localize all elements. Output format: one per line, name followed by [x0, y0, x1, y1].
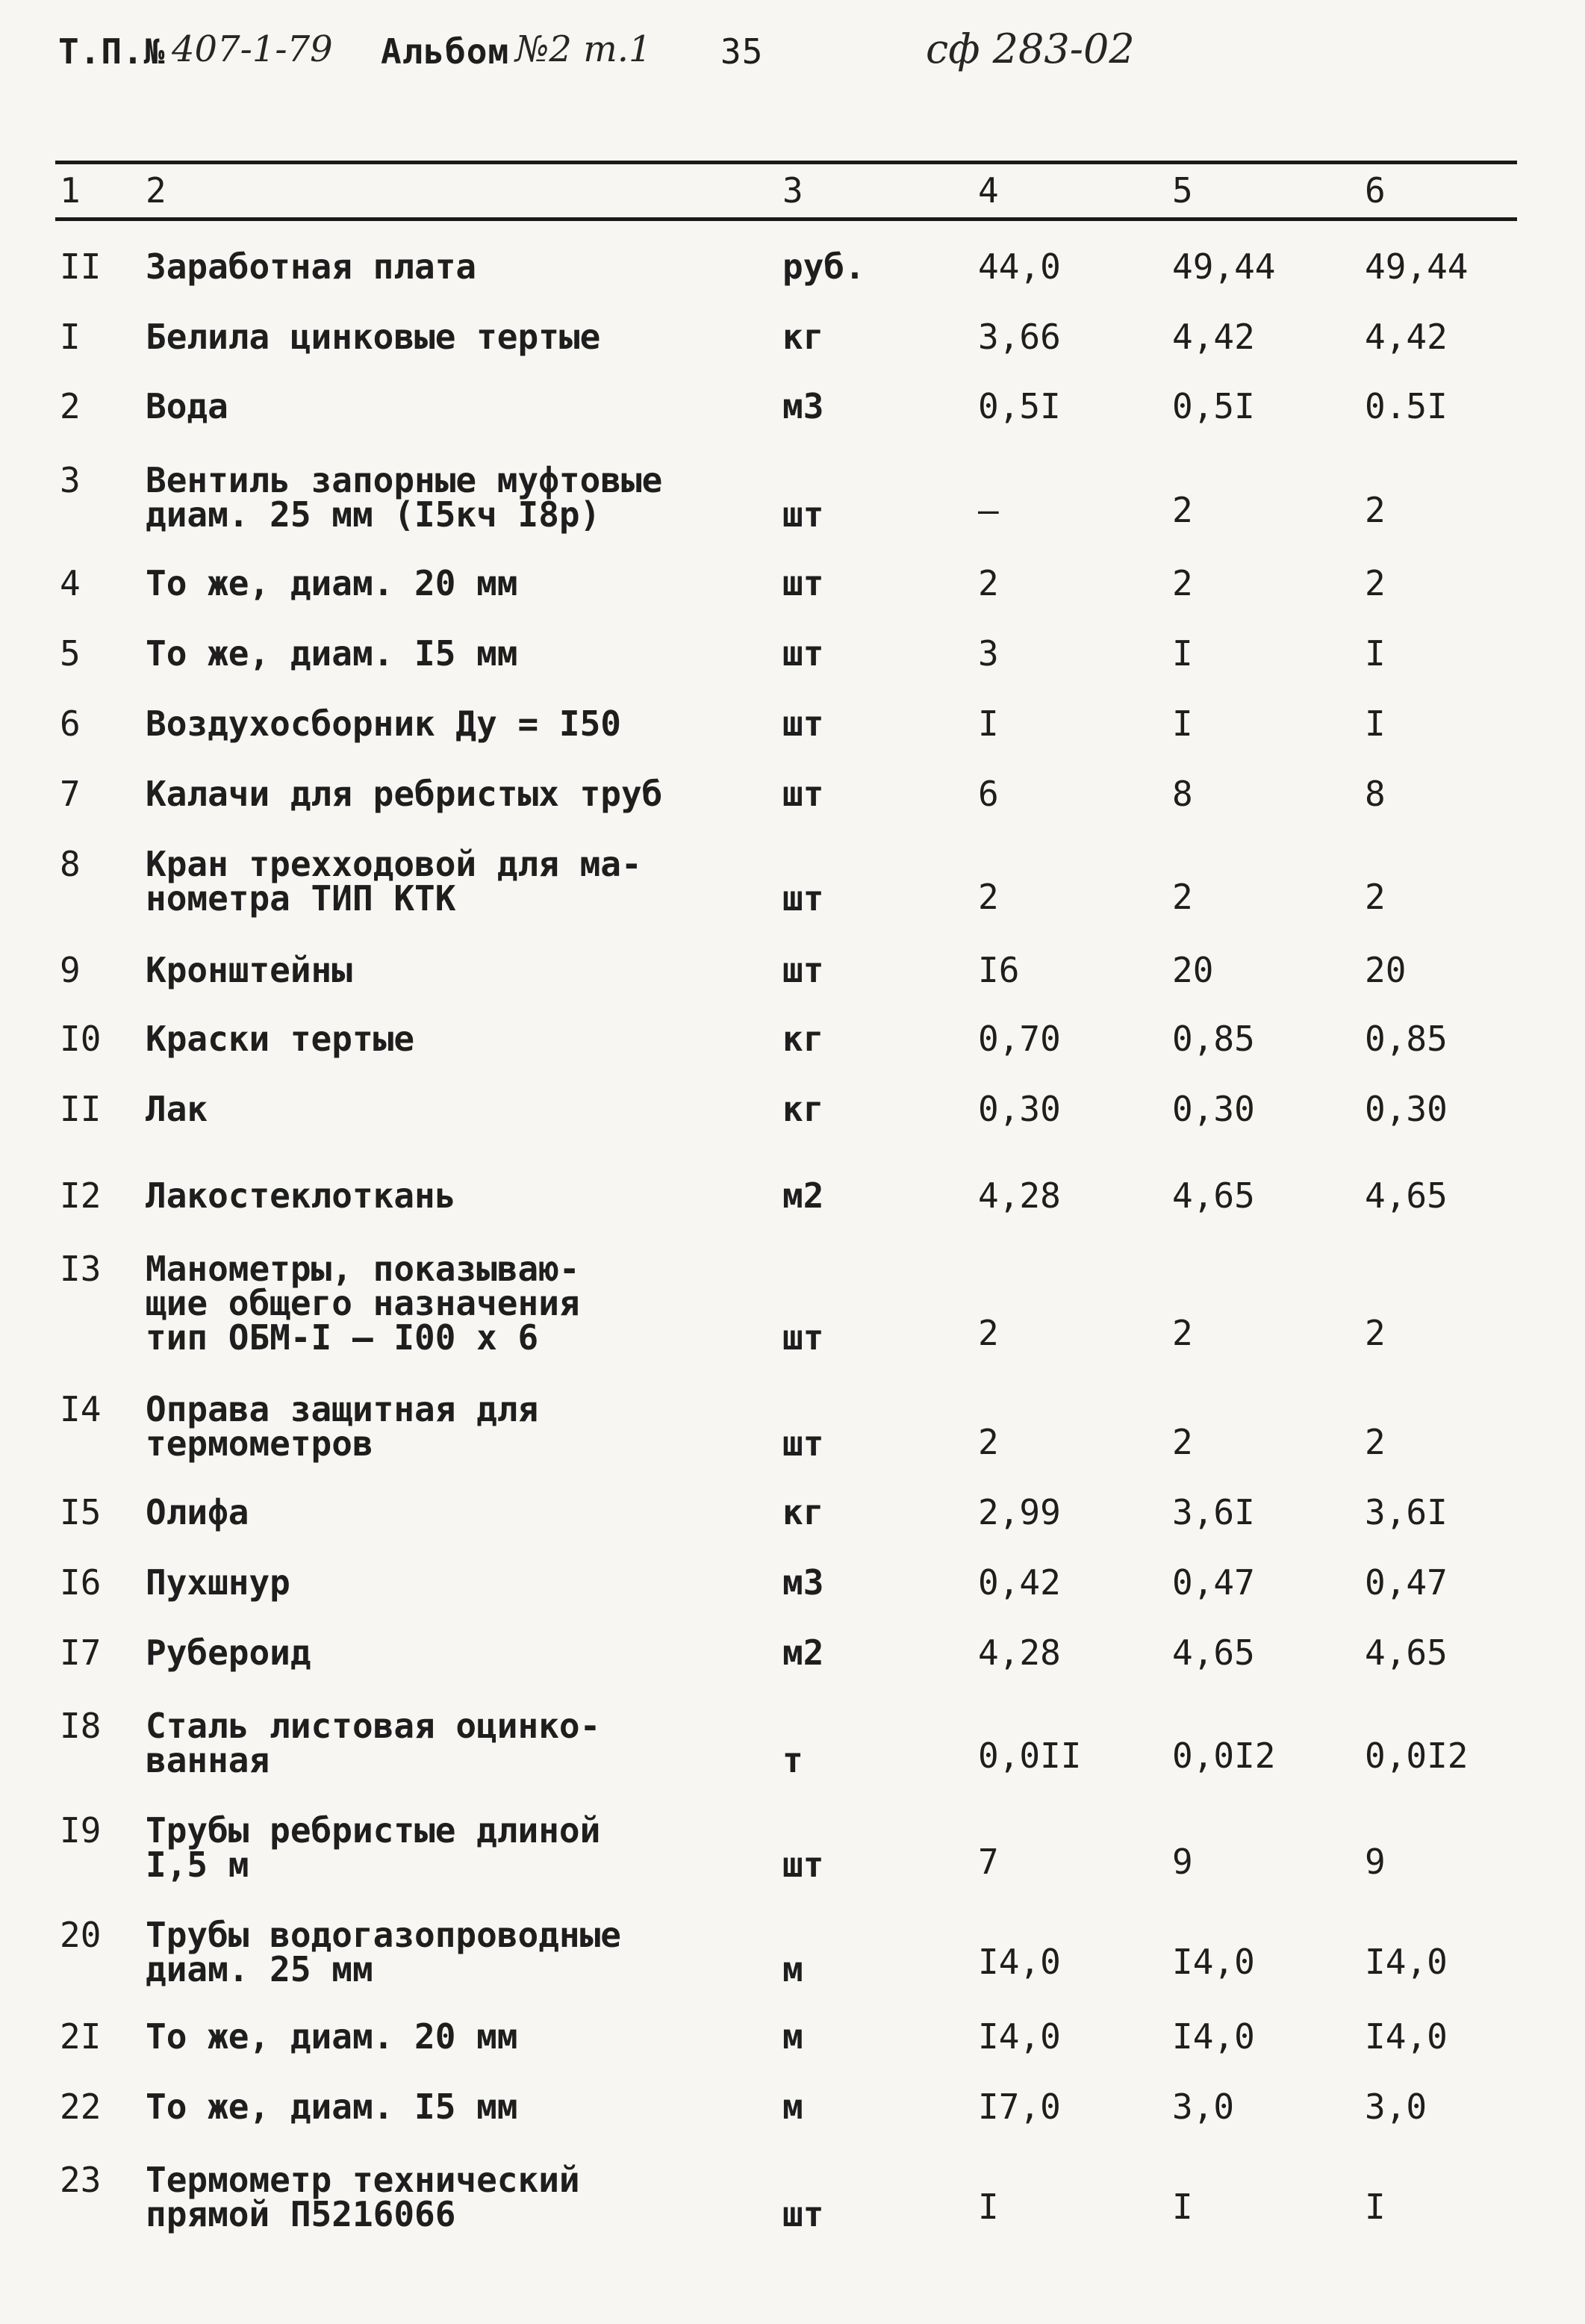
- value-col-6: 3,6I: [1365, 1492, 1448, 1532]
- row-number: II: [60, 246, 102, 287]
- item-unit: м: [782, 1949, 803, 1989]
- item-name: То же, диам. I5 мм: [146, 2087, 518, 2127]
- value-col-5: 0,0I2: [1172, 1736, 1276, 1776]
- row-number: 3: [60, 460, 81, 500]
- value-col-6: 49,44: [1365, 246, 1469, 287]
- value-col-6: 0,0I2: [1365, 1736, 1469, 1776]
- item-name: Олифа: [146, 1492, 249, 1532]
- item-unit: м: [782, 2016, 803, 2057]
- value-col-4: 3: [978, 633, 999, 674]
- item-unit: шт: [782, 2194, 824, 2234]
- item-unit: руб.: [782, 246, 865, 287]
- col-header-2: 2: [146, 170, 166, 211]
- value-col-5: 0,30: [1172, 1089, 1255, 1129]
- item-name: Рубероид: [146, 1632, 311, 1673]
- value-col-6: 0,47: [1365, 1562, 1448, 1603]
- item-unit: кг: [782, 1089, 824, 1129]
- value-col-5: 8: [1172, 774, 1193, 814]
- value-col-6: 8: [1365, 774, 1386, 814]
- item-name: Лакостеклоткань: [146, 1175, 456, 1216]
- row-number: II: [60, 1089, 102, 1129]
- value-col-5: 2: [1172, 563, 1193, 603]
- value-col-4: 7: [978, 1842, 999, 1882]
- item-unit: кг: [782, 1492, 824, 1532]
- item-name: То же, диам. I5 мм: [146, 633, 518, 674]
- row-number: I8: [60, 1706, 102, 1746]
- value-col-6: 9: [1365, 1842, 1386, 1882]
- item-unit: кг: [782, 1019, 824, 1059]
- item-unit: т: [782, 1740, 803, 1780]
- value-col-6: 2: [1365, 1313, 1386, 1353]
- value-col-4: 0,0II: [978, 1736, 1082, 1776]
- item-unit: м3: [782, 386, 824, 426]
- value-col-6: 0.5I: [1365, 386, 1448, 426]
- item-unit: шт: [782, 1845, 824, 1885]
- item-unit: м2: [782, 1632, 824, 1673]
- value-col-6: 0,30: [1365, 1089, 1448, 1129]
- item-name: Термометр технический прямой П5216066: [146, 2160, 580, 2234]
- value-col-4: 0,42: [978, 1562, 1061, 1603]
- value-col-4: I7,0: [978, 2087, 1061, 2127]
- value-col-6: 3,0: [1365, 2087, 1427, 2127]
- value-col-4: 2: [978, 877, 999, 917]
- item-name: Кронштейны: [146, 950, 352, 990]
- tp-number: 407-1-79: [172, 28, 333, 70]
- item-unit: м2: [782, 1175, 824, 1216]
- value-col-6: I: [1365, 2187, 1386, 2227]
- value-col-4: 0,70: [978, 1019, 1061, 1059]
- value-col-5: 0,5I: [1172, 386, 1255, 426]
- row-number: 22: [60, 2087, 102, 2127]
- value-col-4: 44,0: [978, 246, 1061, 287]
- row-number: 5: [60, 633, 81, 674]
- item-name: Заработная плата: [146, 246, 477, 287]
- value-col-6: 0,85: [1365, 1019, 1448, 1059]
- value-col-4: 0,5I: [978, 386, 1061, 426]
- value-col-5: 2: [1172, 490, 1193, 530]
- item-name: Вентиль запорные муфтовые диам. 25 мм (I5кч I8р): [146, 460, 663, 535]
- col-header-4: 4: [978, 170, 999, 211]
- value-col-4: 6: [978, 774, 999, 814]
- row-number: I5: [60, 1492, 102, 1532]
- value-col-5: 20: [1172, 950, 1214, 990]
- row-number: I: [60, 317, 81, 357]
- value-col-6: 20: [1365, 950, 1407, 990]
- item-name: Лак: [146, 1089, 208, 1129]
- value-col-6: 4,42: [1365, 317, 1448, 357]
- value-col-6: 2: [1365, 1422, 1386, 1462]
- item-unit: шт: [782, 1317, 824, 1358]
- item-name: Краски тертые: [146, 1019, 415, 1059]
- value-col-5: I: [1172, 633, 1193, 674]
- value-col-6: 2: [1365, 877, 1386, 917]
- page-number: 35: [720, 31, 764, 72]
- item-name: Кран трехходовой для ма- нометра ТИП КТК: [146, 844, 642, 919]
- item-name: То же, диам. 20 мм: [146, 2016, 518, 2057]
- value-col-5: 2: [1172, 1313, 1193, 1353]
- item-unit: м: [782, 2087, 803, 2127]
- value-col-6: I: [1365, 703, 1386, 744]
- item-unit: шт: [782, 774, 824, 814]
- value-col-6: I4,0: [1365, 1942, 1448, 1982]
- value-col-6: 4,65: [1365, 1632, 1448, 1673]
- row-number: 4: [60, 563, 81, 603]
- row-number: 9: [60, 950, 81, 990]
- item-unit: кг: [782, 317, 824, 357]
- item-name: Оправа защитная для термометров: [146, 1389, 539, 1464]
- tp-label: Т.П.№: [58, 31, 166, 72]
- row-number: I3: [60, 1249, 102, 1289]
- value-col-6: 2: [1365, 490, 1386, 530]
- col-header-6: 6: [1365, 170, 1386, 211]
- value-col-4: 2: [978, 563, 999, 603]
- value-col-5: 9: [1172, 1842, 1193, 1882]
- value-col-5: 4,42: [1172, 317, 1255, 357]
- value-col-5: I: [1172, 703, 1193, 744]
- value-col-5: 49,44: [1172, 246, 1276, 287]
- row-number: 23: [60, 2160, 102, 2200]
- item-name: Трубы ребристые длиной I,5 м: [146, 1810, 601, 1885]
- item-name: То же, диам. 20 мм: [146, 563, 518, 603]
- value-col-5: 0,47: [1172, 1562, 1255, 1603]
- table-top-rule: [55, 161, 1517, 164]
- value-col-4: I6: [978, 950, 1020, 990]
- value-col-4: 2: [978, 1313, 999, 1353]
- item-unit: шт: [782, 703, 824, 744]
- row-number: I2: [60, 1175, 102, 1216]
- value-col-4: 2: [978, 1422, 999, 1462]
- col-header-5: 5: [1172, 170, 1193, 211]
- value-col-4: I: [978, 703, 999, 744]
- album-number: №2 т.1: [515, 28, 652, 70]
- album-label: Альбом: [381, 31, 510, 72]
- value-col-5: 2: [1172, 877, 1193, 917]
- row-number: 2I: [60, 2016, 102, 2057]
- value-col-4: –: [978, 490, 999, 530]
- col-header-1: 1: [60, 170, 81, 211]
- item-name: Вода: [146, 386, 228, 426]
- value-col-4: 0,30: [978, 1089, 1061, 1129]
- value-col-4: I: [978, 2187, 999, 2227]
- row-number: I7: [60, 1632, 102, 1673]
- row-number: I4: [60, 1389, 102, 1429]
- table-header-rule: [55, 217, 1517, 221]
- value-col-4: 4,28: [978, 1632, 1061, 1673]
- value-col-6: I: [1365, 633, 1386, 674]
- value-col-5: I4,0: [1172, 2016, 1255, 2057]
- row-number: I6: [60, 1562, 102, 1603]
- row-number: 8: [60, 844, 81, 884]
- value-col-4: 3,66: [978, 317, 1061, 357]
- value-col-5: 4,65: [1172, 1632, 1255, 1673]
- item-name: Манометры, показываю- щие общего назначения тип ОБМ-I – I00 х 6: [146, 1249, 580, 1358]
- value-col-6: 4,65: [1365, 1175, 1448, 1216]
- item-name: Трубы водогазопроводные диам. 25 мм: [146, 1915, 621, 1989]
- value-col-5: I: [1172, 2187, 1193, 2227]
- value-col-5: 3,0: [1172, 2087, 1235, 2127]
- value-col-5: 3,6I: [1172, 1492, 1255, 1532]
- row-number: I0: [60, 1019, 102, 1059]
- item-name: Пухшнур: [146, 1562, 290, 1603]
- item-name: Белила цинковые тертые: [146, 317, 601, 357]
- item-name: Воздухосборник Ду = I50: [146, 703, 621, 744]
- document-code: сф 283-02: [926, 25, 1135, 72]
- item-unit: шт: [782, 878, 824, 919]
- value-col-4: 2,99: [978, 1492, 1061, 1532]
- value-col-4: I4,0: [978, 2016, 1061, 2057]
- row-number: 7: [60, 774, 81, 814]
- value-col-5: 0,85: [1172, 1019, 1255, 1059]
- row-number: 6: [60, 703, 81, 744]
- row-number: 20: [60, 1915, 102, 1955]
- value-col-5: 4,65: [1172, 1175, 1255, 1216]
- item-unit: шт: [782, 1423, 824, 1464]
- value-col-4: 4,28: [978, 1175, 1061, 1216]
- item-name: Калачи для ребристых труб: [146, 774, 663, 814]
- item-unit: м3: [782, 1562, 824, 1603]
- item-name: Сталь листовая оцинко- ванная: [146, 1706, 601, 1780]
- value-col-6: 2: [1365, 563, 1386, 603]
- col-header-3: 3: [782, 170, 803, 211]
- item-unit: шт: [782, 950, 824, 990]
- item-unit: шт: [782, 633, 824, 674]
- value-col-6: I4,0: [1365, 2016, 1448, 2057]
- item-unit: шт: [782, 494, 824, 535]
- row-number: I9: [60, 1810, 102, 1851]
- row-number: 2: [60, 386, 81, 426]
- value-col-5: 2: [1172, 1422, 1193, 1462]
- value-col-4: I4,0: [978, 1942, 1061, 1982]
- value-col-5: I4,0: [1172, 1942, 1255, 1982]
- item-unit: шт: [782, 563, 824, 603]
